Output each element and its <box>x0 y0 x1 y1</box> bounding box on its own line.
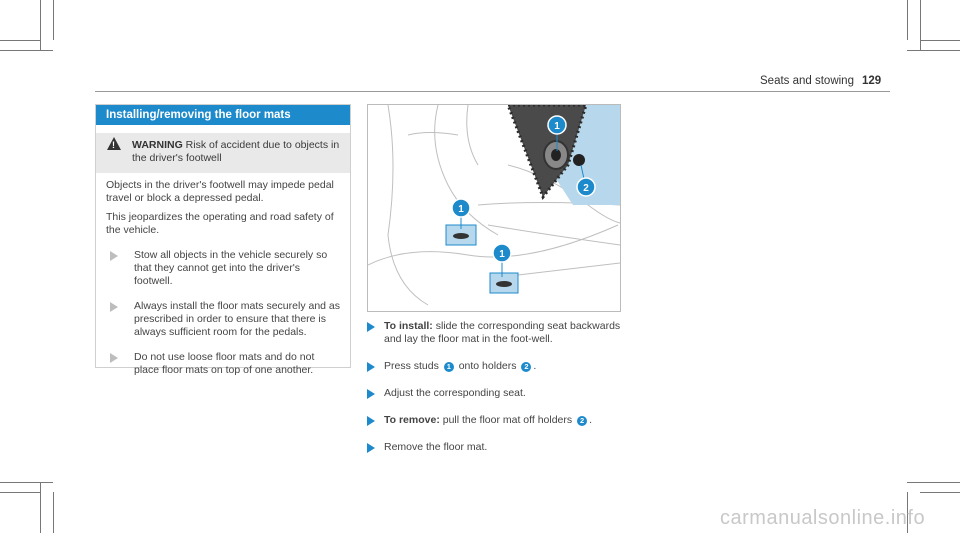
crop-mark <box>40 482 41 533</box>
list-item <box>367 360 627 373</box>
list-item <box>96 249 350 288</box>
list-item <box>96 351 350 377</box>
crop-mark <box>907 50 960 51</box>
section-name: Seats and stowing <box>760 75 854 87</box>
warning-box <box>95 104 351 376</box>
crop-mark <box>907 482 960 483</box>
callout-label: 2 <box>583 183 589 194</box>
list-item <box>96 300 350 339</box>
step-text: . <box>589 414 592 426</box>
instruction-steps <box>367 320 627 468</box>
running-header <box>760 75 881 87</box>
crop-mark <box>0 40 40 41</box>
arrow-icon <box>110 302 118 312</box>
crop-mark <box>40 0 41 50</box>
callout-label: 1 <box>499 249 505 260</box>
warning-banner <box>96 133 350 173</box>
arrow-icon <box>367 389 375 399</box>
step-heading: To remove: <box>384 414 440 426</box>
floor-line <box>368 225 618 265</box>
list-item <box>367 320 627 346</box>
list-item <box>367 441 627 454</box>
callout-label: 1 <box>458 204 464 215</box>
door-detail <box>408 133 458 136</box>
callout-badge: 2 <box>577 416 587 426</box>
warning-label: WARNING <box>132 139 183 151</box>
footwell-drawing <box>368 105 620 311</box>
arrow-icon <box>367 322 375 332</box>
header-rule <box>95 91 890 92</box>
crop-mark <box>53 0 54 40</box>
crop-mark <box>920 0 921 50</box>
crop-mark <box>907 0 908 40</box>
crop-mark <box>920 492 960 493</box>
crop-mark <box>920 40 960 41</box>
crop-mark <box>53 492 54 533</box>
warning-triangle-icon <box>107 137 121 150</box>
box-title: Installing/removing the floor mats <box>96 105 350 125</box>
callout-label: 1 <box>554 121 560 132</box>
step-text: . <box>533 360 537 372</box>
floor-mat-illustration <box>367 104 621 312</box>
watermark: carmanualsonline.info <box>720 507 926 529</box>
list-item <box>367 387 627 400</box>
seat-contour <box>467 105 478 165</box>
holder-detail <box>573 154 585 166</box>
arrow-icon <box>110 353 118 363</box>
seat-edge <box>488 225 620 245</box>
list-item-text: Stow all objects in the vehicle securely so that they cannot get into the driver's footwell. <box>134 249 328 287</box>
paragraph: This jeopardizes the operating and road safety of the vehicle. <box>106 211 334 236</box>
arrow-icon <box>367 362 375 372</box>
step-heading: To install: <box>384 320 433 332</box>
step-text: onto holders <box>458 360 517 372</box>
step-text: Remove the floor mat. <box>384 441 488 453</box>
step-text: Adjust the corresponding seat. <box>384 387 526 399</box>
step-text: pull the floor mat off holders <box>442 414 573 426</box>
paragraph: Objects in the driver's footwell may impede pedal travel or block a depressed pedal. <box>106 179 334 204</box>
arrow-icon <box>367 416 375 426</box>
step-text: Press studs <box>384 360 439 372</box>
arrow-icon <box>110 251 118 261</box>
arrow-icon <box>367 443 375 453</box>
sill-line <box>518 263 620 275</box>
warning-text: Risk of accident due to objects in the driver's footwell <box>132 139 340 164</box>
list-item <box>367 414 627 427</box>
page-number: 129 <box>861 75 882 87</box>
list-item-text: Do not use loose floor mats and do not place floor mats on top of one another. <box>134 351 315 376</box>
step-text: slide the corresponding seat backwards and lay the floor mat in the foot-well. <box>384 320 621 345</box>
list-item-text: Always install the floor mats securely and as prescribed in order to ensure that there is always sufficient room for the pedals. <box>134 300 341 338</box>
callout-badge: 1 <box>444 362 454 372</box>
crop-mark <box>0 482 53 483</box>
callout-badge: 2 <box>521 362 531 372</box>
crop-mark <box>0 492 40 493</box>
crop-mark <box>0 50 53 51</box>
